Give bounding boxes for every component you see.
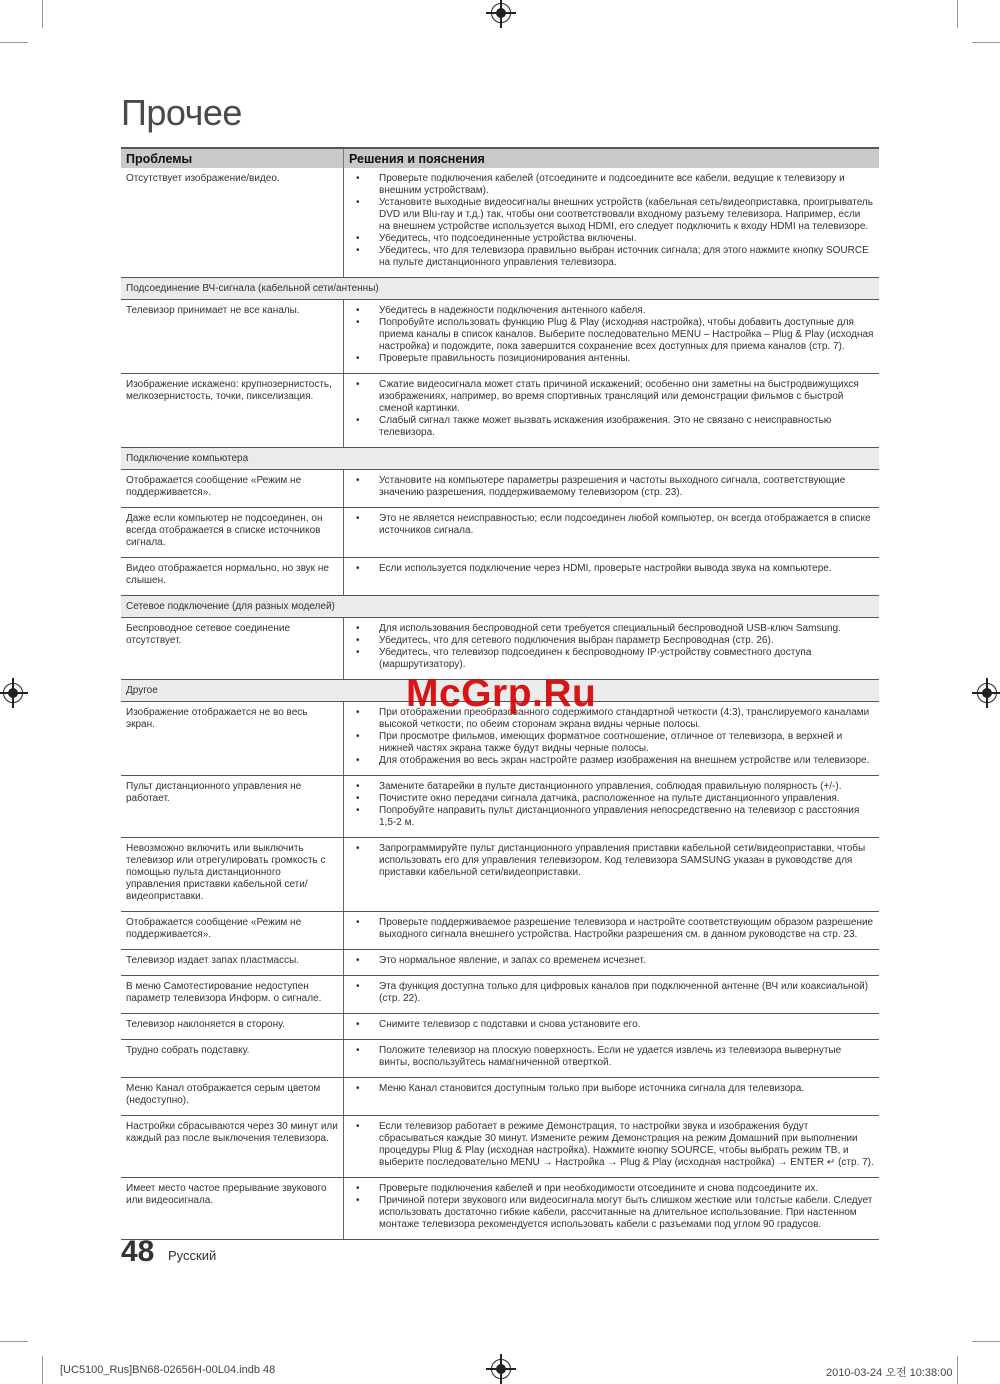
solution-item: • Эта функция доступна только для цифровых каналов при подключенной антенне (ВЧ или коаксиальной) (стр. 22). [349, 981, 874, 1005]
solution-list [349, 1045, 874, 1069]
section-row [121, 448, 879, 470]
problem-cell: Отсутствует изображение/видео. [121, 168, 344, 278]
table-row [121, 470, 879, 508]
table-row [121, 838, 879, 912]
section-row [121, 278, 879, 300]
crop-mark [42, 0, 43, 28]
solution-item: • Если используется подключение через HDMI, проверьте настройки вывода звука на компьютере. [349, 563, 874, 575]
solution-cell [344, 976, 880, 1014]
table-row [121, 912, 879, 950]
solution-item: • При отображении преобразованного содержимого стандартной четкости (4:3), транслируемого каналами высокой четкости, по обеим сторонам экрана видны черные полосы. [349, 707, 874, 731]
problem-cell: Телевизор принимает не все каналы. [121, 300, 344, 374]
page-language: Русский [168, 1248, 217, 1263]
solution-item: • Попробуйте направить пульт дистанционного управления непосредственно на телевизор с расстояния 1,5-2 м. [349, 805, 874, 829]
solution-item: • Проверьте подключения кабелей и при необходимости отсоедините и снова подсоедините их. [349, 1183, 874, 1195]
problem-cell: Даже если компьютер не подсоединен, он всегда отображается в списке источников сигнала. [121, 508, 344, 558]
solution-item: • Замените батарейки в пульте дистанционного управления, соблюдая правильную полярность (+/-). [349, 781, 874, 793]
solution-list [349, 1083, 874, 1095]
crop-mark [972, 42, 1000, 43]
table-row [121, 1178, 879, 1240]
problem-cell: Отображается сообщение «Режим не поддерживается». [121, 470, 344, 508]
table-row [121, 618, 879, 680]
solution-item: • Проверьте поддерживаемое разрешение телевизора и настройте соответствующим образом разрешение выходного сигнала внешнего устройства. Настройки разрешения см. в данном руководстве на стр. 23. [349, 917, 874, 941]
print-slug-file: [UC5100_Rus]BN68-02656H-00L04.indb 48 [60, 1364, 276, 1376]
crop-mark [972, 1341, 1000, 1342]
solution-list [349, 379, 874, 439]
solution-cell [344, 374, 880, 448]
section-label: Другое [121, 680, 879, 702]
problem-cell: Трудно собрать подставку. [121, 1040, 344, 1078]
solution-item: • Проверьте подключения кабелей (отсоедините и подсоедините все кабели, ведущие к телевизору и внешним устройствам). [349, 173, 874, 197]
solution-list [349, 475, 874, 499]
table-row [121, 1116, 879, 1178]
section-row [121, 596, 879, 618]
print-slug-date: 2010-03-24 오전 10:38:00 [826, 1367, 953, 1379]
solution-item: • Убедитесь, что для телевизора правильно выбран источник сигнала; для этого нажмите кнопку SOURCE на пульте дистанционного управления телевизора. [349, 245, 874, 269]
table-row [121, 300, 879, 374]
solution-list [349, 1019, 874, 1031]
solution-item: • Это не является неисправностью; если подсоединен любой компьютер, он всегда отображается в списке источников сигнала. [349, 513, 874, 537]
solution-item: • Запрограммируйте пульт дистанционного управления приставки кабельной сети/видеоприставки, чтобы использовать его для управления телевизором. Код телевизора SAMSUNG указан в руководстве для приставки кабельной сети/видеоприставки. [349, 843, 874, 879]
problem-cell: Отображается сообщение «Режим не поддерживается». [121, 912, 344, 950]
solution-list [349, 1121, 874, 1169]
solution-item: • Причиной потери звукового или видеосигнала могут быть слишком жесткие или толстые кабели. Следует использовать достаточно гибкие кабели, рассчитанные на длительное использование. При настенном монтаже телевизора рекомендуется использовать кабели с разъемами под углом 90 градусов. [349, 1195, 874, 1231]
solution-cell [344, 950, 880, 976]
solution-item: • Снимите телевизор с подставки и снова установите его. [349, 1019, 874, 1031]
solution-item: • Слабый сигнал также может вызвать искажения изображения. Это не связано с неисправностью телевизора. [349, 415, 874, 439]
solution-item: • Убедитесь в надежности подключения антенного кабеля. [349, 305, 874, 317]
crop-mark [957, 1356, 958, 1384]
problem-cell: Изображение отображается не во весь экран. [121, 702, 344, 776]
solution-cell [344, 618, 880, 680]
solution-item: • Положите телевизор на плоскую поверхность. Если не удается извлечь из телевизора вывернутые винты, воспользуйтесь намагниченной отверткой. [349, 1045, 874, 1069]
problem-cell: Невозможно включить или выключить телевизор или отрегулировать громкость с помощью пульта дистанционного управления приставки кабельной сети/видеоприставки. [121, 838, 344, 912]
registration-mark-icon [491, 3, 511, 23]
registration-mark-icon [977, 683, 997, 703]
solution-cell [344, 1116, 880, 1178]
page-title: Прочее [121, 92, 242, 133]
solution-item: • Проверьте правильность позиционирования антенны. [349, 353, 874, 365]
solution-cell [344, 1014, 880, 1040]
solution-list [349, 981, 874, 1005]
crop-mark [0, 42, 28, 43]
problem-cell: Телевизор наклоняется в сторону. [121, 1014, 344, 1040]
crop-mark [42, 1356, 43, 1384]
solution-item: • Установите выходные видеосигналы внешних устройств (кабельная сеть/видеоприставка, проигрыватель DVD или Blu-ray и т.д.) так, чтобы они соответствовали входному разъему телевизора. Например, если на внешнем устройстве используется выход HDMI, его следует подключить к входу HDMI на телевизоре. [349, 197, 874, 233]
solution-list [349, 623, 874, 671]
table-header-row [121, 148, 879, 168]
solution-item: • Для отображения во весь экран настройте размер изображения на внешнем устройстве или телевизоре. [349, 755, 874, 767]
table-row [121, 776, 879, 838]
solution-item: • При просмотре фильмов, имеющих форматное соотношение, отличное от телевизора, в верхней и нижней частях экрана также будут видны черные полосы. [349, 731, 874, 755]
column-header-solutions: Решения и пояснения [344, 148, 880, 168]
problem-cell: Настройки сбрасываются через 30 минут или каждый раз после выключения телевизора. [121, 1116, 344, 1178]
table-row [121, 374, 879, 448]
table-row [121, 1014, 879, 1040]
solution-list [349, 955, 874, 967]
solution-list [349, 707, 874, 767]
solution-list [349, 173, 874, 269]
registration-mark-icon [3, 683, 23, 703]
solution-cell [344, 508, 880, 558]
solution-list [349, 917, 874, 941]
solution-cell [344, 300, 880, 374]
solution-item: • Убедитесь, что для сетевого подключения выбран параметр Беспроводная (стр. 26). [349, 635, 874, 647]
registration-mark-icon [491, 1359, 511, 1379]
solution-item: • Установите на компьютере параметры разрешения и частоты выходного сигнала, соответствующие значению разрешения, поддерживаемому телевизором (стр. 23). [349, 475, 874, 499]
solution-item: • Убедитесь, что телевизор подсоединен к беспроводному IP-устройству совместного доступа (маршрутизатору). [349, 647, 874, 671]
problem-cell: Изображение искажено: крупнозернистость, мелкозернистость, точки, пикселизация. [121, 374, 344, 448]
solution-item: • Убедитесь, что подсоединенные устройства включены. [349, 233, 874, 245]
solution-item: • Это нормальное явление, и запах со временем исчезнет. [349, 955, 874, 967]
table-row [121, 558, 879, 596]
solution-cell [344, 1078, 880, 1116]
problem-cell: Пульт дистанционного управления не работает. [121, 776, 344, 838]
solution-cell [344, 776, 880, 838]
solution-cell [344, 838, 880, 912]
watermark: McGrp.Ru [406, 672, 597, 715]
solution-list [349, 781, 874, 829]
solution-list [349, 1183, 874, 1231]
solution-list [349, 563, 874, 575]
table-row [121, 168, 879, 278]
solution-cell [344, 1040, 880, 1078]
problem-cell: В меню Самотестирование недоступен параметр телевизора Информ. о сигнале. [121, 976, 344, 1014]
solution-item: • Почистите окно передачи сигнала датчика, расположенное на пульте дистанционного управления. [349, 793, 874, 805]
solution-item: • Для использования беспроводной сети требуется специальный беспроводной USB-ключ Samsung. [349, 623, 874, 635]
section-label: Сетевое подключение (для разных моделей) [121, 596, 879, 618]
crop-mark [0, 1341, 28, 1342]
problem-cell: Имеет место частое прерывание звукового или видеосигнала. [121, 1178, 344, 1240]
solution-list [349, 843, 874, 879]
problem-cell: Телевизор издает запах пластмассы. [121, 950, 344, 976]
solution-cell [344, 470, 880, 508]
solution-item: • Если телевизор работает в режиме Демонстрация, то настройки звука и изображения будут сбрасываться каждые 30 минут. Измените режим Демонстрация на режим Домашний при выполнении процедуры Plug & Play (исходная настройка). Нажмите кнопку SOURCE, чтобы выбрать режим ТВ, и выберите последовательно MENU → Настройка → Plug & Play (исходная настройка) → ENTER ↵ (стр. 7). [349, 1121, 874, 1169]
solution-item: • Меню Канал становится доступным только при выборе источника сигнала для телевизора. [349, 1083, 874, 1095]
problem-cell: Видео отображается нормально, но звук не слышен. [121, 558, 344, 596]
problem-cell: Беспроводное сетевое соединение отсутствует. [121, 618, 344, 680]
solution-list [349, 305, 874, 365]
solution-item: • Попробуйте использовать функцию Plug & Play (исходная настройка), чтобы добавить доступные для приема каналы в список каналов. Выберите последовательно MENU – Настройка – Plug & Play (исходная настройка) и подождите, пока завершится сохранение всех доступных для приема каналов (стр. 7). [349, 317, 874, 353]
crop-mark [957, 0, 958, 28]
table-row [121, 976, 879, 1014]
page-number: 48 [121, 1235, 155, 1268]
solution-item: • Сжатие видеосигнала может стать причиной искажений; особенно они заметны на быстродвижущихся изображениях, например, во время спортивных трансляций или демонстрации фильмов с быстрой сменой картинки. [349, 379, 874, 415]
table-row [121, 950, 879, 976]
solution-cell [344, 912, 880, 950]
solution-list [349, 513, 874, 537]
section-label: Подключение компьютера [121, 448, 879, 470]
table-row [121, 508, 879, 558]
table-row [121, 1078, 879, 1116]
table-row [121, 1040, 879, 1078]
solution-cell [344, 558, 880, 596]
solution-cell [344, 168, 880, 278]
column-header-problems: Проблемы [121, 148, 344, 168]
section-label: Подсоединение ВЧ-сигнала (кабельной сети/антенны) [121, 278, 879, 300]
problem-cell: Меню Канал отображается серым цветом (недоступно). [121, 1078, 344, 1116]
solution-cell [344, 1178, 880, 1240]
